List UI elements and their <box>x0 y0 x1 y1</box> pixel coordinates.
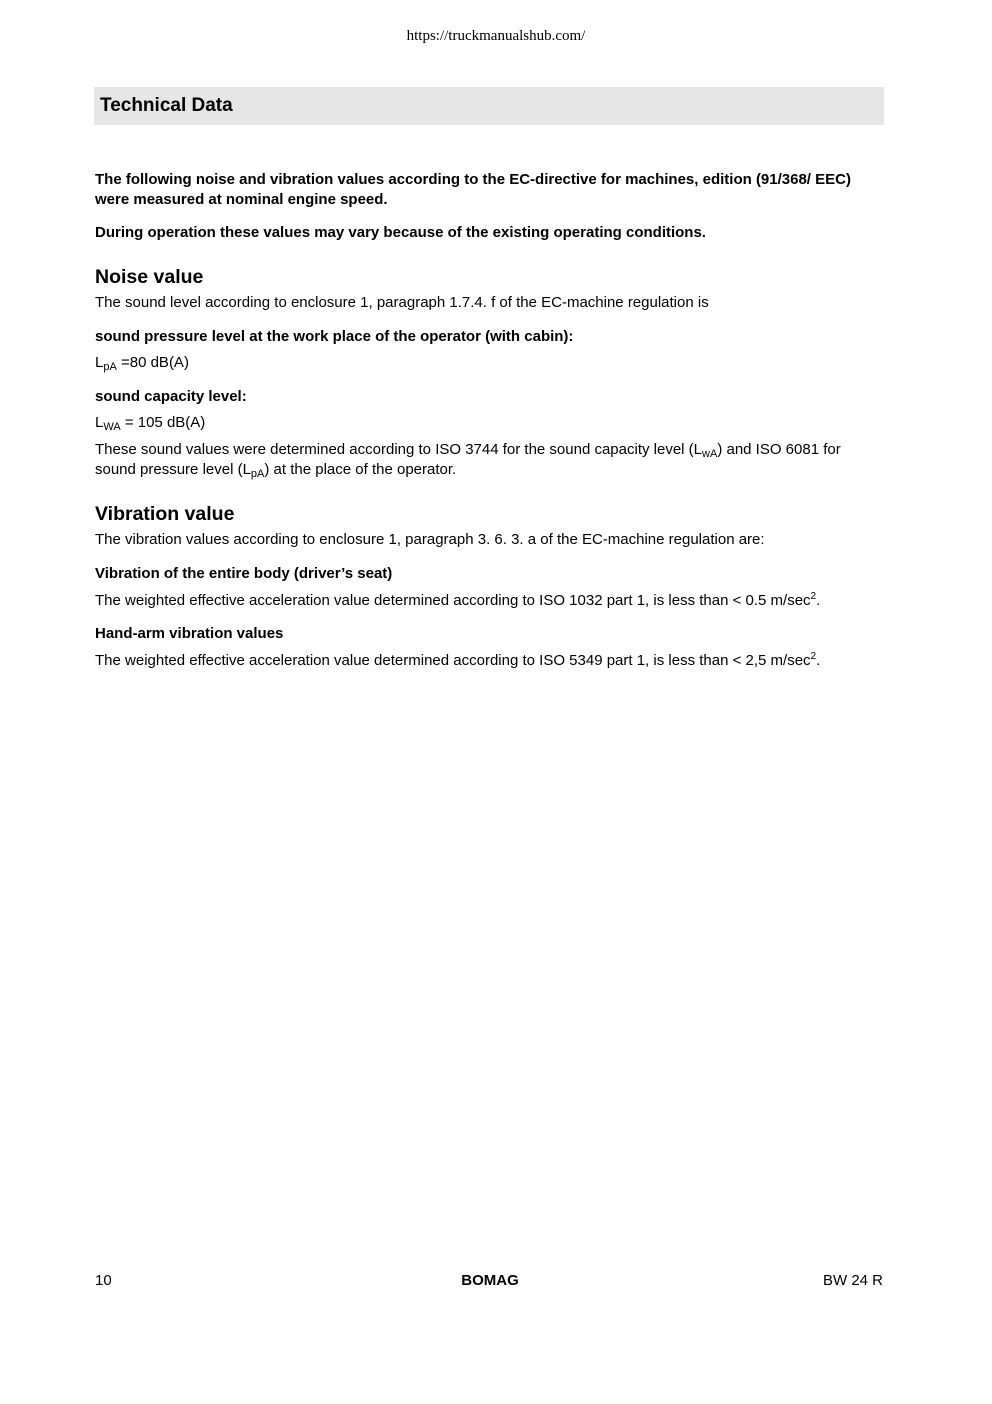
noise-heading: Noise value <box>95 266 204 288</box>
hand-arm-heading: Hand-arm vibration values <box>95 625 284 642</box>
lpa-value: $L_{pA} =80$ dB(A) <box>95 354 189 373</box>
noise-description: The sound level according to enclosure 1, paragraph 1.7.4. f of the EC-machine regulation is <box>95 294 709 311</box>
sound-pressure-heading: sound pressure level at the work place of the operator (with cabin): <box>95 328 574 345</box>
model-name: BW 24 R <box>822 1272 883 1289</box>
source-url: https://truckmanualshub.com/ <box>406 28 586 44</box>
vibration-heading: Vibration value <box>95 503 235 525</box>
intro-paragraph-2: During operation these values may vary because of the existing operating conditions. <box>95 224 706 241</box>
main-content <box>95 170 885 671</box>
vibration-description: The vibration values according to enclosure 1, paragraph 3. 6. 3. a of the EC-machine regulation are: <box>95 531 765 548</box>
body-vibration-heading: Vibration of the entire body (driver’s seat) <box>95 565 393 582</box>
page-title: Technical Data <box>94 87 884 125</box>
brand-name: BOMAG <box>461 1272 519 1289</box>
intro-paragraph-1: The following noise and vibration values according to the EC-directive for machines, edition (91/368/ EEC) were measured at nominal engine speed. <box>95 171 851 208</box>
body-vibration-text: The weighted effective acceleration value determined according to ISO 1032 part 1, is less than < 0.5 $m/\sec^2$. <box>95 591 821 609</box>
sound-capacity-heading: sound capacity level: <box>95 388 247 405</box>
lwa-value: $L_{WA} = 105$ dB(A) <box>95 414 206 433</box>
page-number: 10 <box>95 1272 112 1289</box>
hand-arm-text: The weighted effective acceleration value determined according to ISO 5349 part 1, is less than < 2,5 $m/\sec^2$. <box>95 651 821 669</box>
determination-text: These sound values were determined according to ISO 3744 for the sound capacity level $(L_{wA})$ and ISO 6081 for sound pressure level $(L_{pA})$ at the place of the operator. <box>95 441 841 480</box>
